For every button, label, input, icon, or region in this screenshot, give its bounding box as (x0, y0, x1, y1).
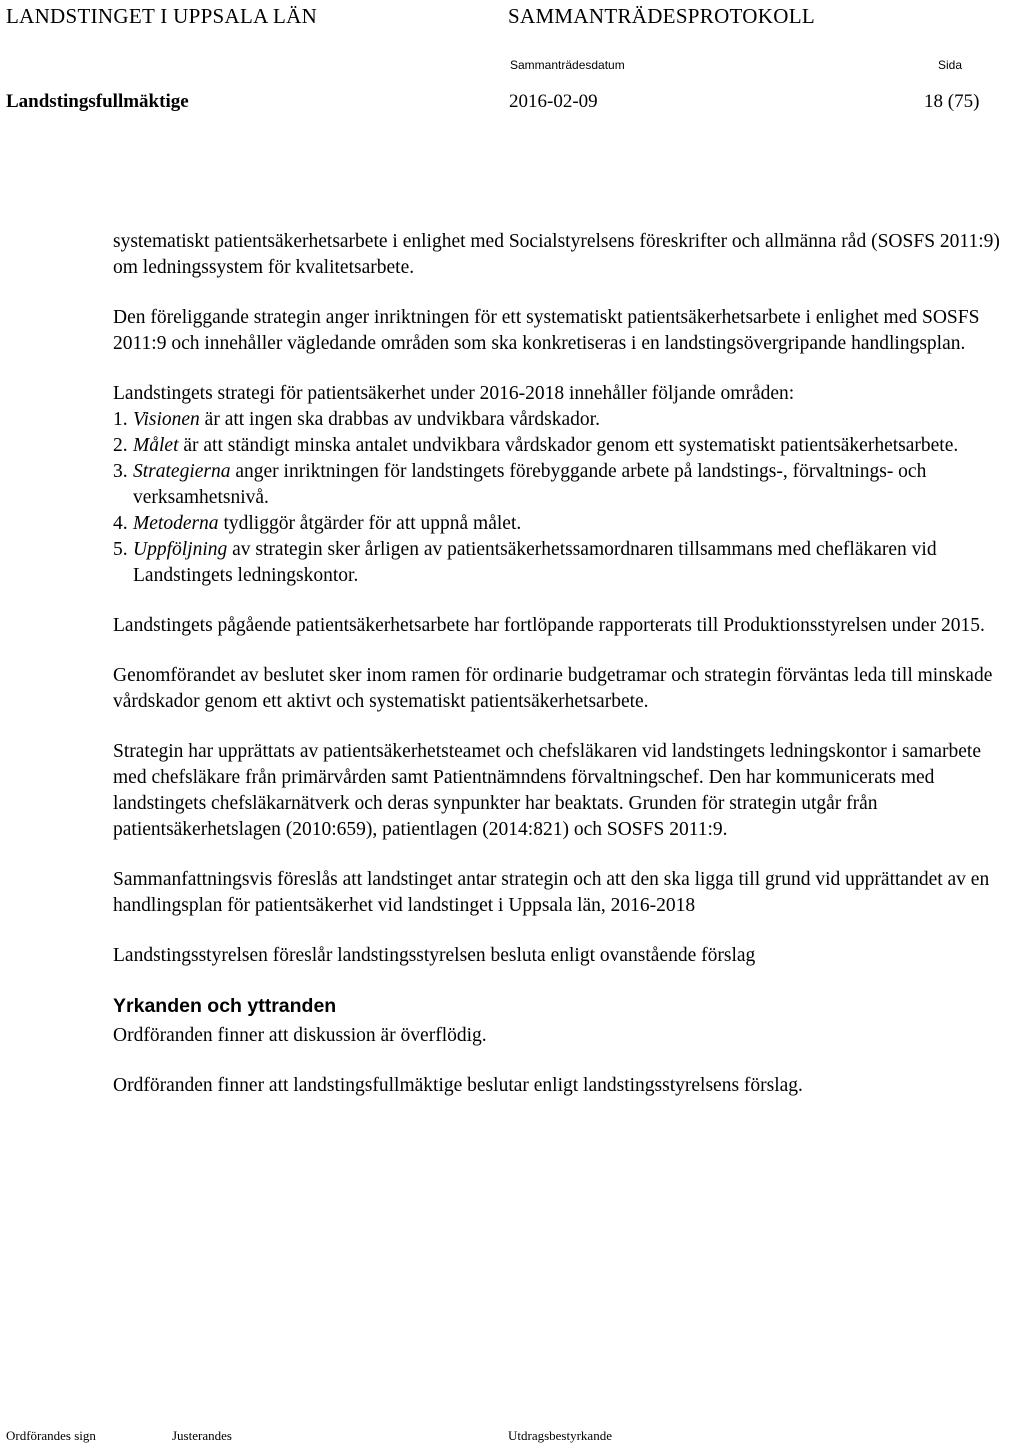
list-number: 1. (113, 409, 128, 430)
paragraph: Ordföranden finner att diskussion är överflödig. (113, 1025, 487, 1046)
area-term: Uppföljning (133, 539, 228, 560)
area-text: av strategin sker årligen av patientsäkerhetssamordnaren tillsammans med chefläkaren vid Landstingets ledningskontor. (133, 539, 937, 586)
list-item (113, 459, 1018, 511)
paragraph: Genomförandet av beslutet sker inom ramen för ordinarie budgetramar och strategin förväntas leda till minskade vårdskador genom ett aktivt och systematiskt patientsäkerhetsarbete. (113, 665, 993, 712)
page-label: Sida (938, 58, 963, 72)
area-text: anger inriktningen för landstingets förebyggande arbete på landstings-, förvaltnings- och verksamhetsnivå. (133, 461, 927, 508)
area-term: Målet (133, 435, 179, 456)
paragraph: Ordföranden finner att landstingsfullmäktige beslutar enligt landstingsstyrelsens förslag. (113, 1075, 803, 1096)
footer-adjusters: Justerandes (172, 1428, 232, 1443)
list-item (113, 537, 1018, 589)
section-heading: Yrkanden och yttranden (113, 995, 337, 1017)
area-text: är att ständigt minska antalet undvikbara vårdskador genom ett systematiskt patientsäkerhetsarbete. (178, 435, 959, 456)
list-number: 4. (113, 513, 128, 534)
area-term: Visionen (133, 409, 200, 430)
footer-chair-sign: Ordförandes sign (6, 1428, 96, 1443)
paragraph: Den föreliggande strategin anger inriktningen för ett systematiskt patientsäkerhetsarbete i enlighet med SOSFS 2011:9 och innehåller vägledande områden som ska konkretiseras i en landstingsövergripande handlingsplan. (113, 307, 980, 354)
date-label: Sammanträdesdatum (510, 58, 625, 72)
footer-certified: Utdragsbestyrkande (508, 1428, 612, 1443)
list-item (113, 433, 1018, 459)
protocol-body (113, 229, 1018, 1123)
paragraph: systematiskt patientsäkerhetsarbete i enlighet med Socialstyrelsens föreskrifter och allmänna råd (SOSFS 2011:9) om ledningssystem för kvalitetsarbete. (113, 231, 1000, 278)
list-intro: Landstingets strategi för patientsäkerhet under 2016-2018 innehåller följande områden: (113, 383, 795, 404)
area-text: tydliggör åtgärder för att uppnå målet. (218, 513, 522, 534)
area-term: Metoderna (133, 513, 219, 534)
list-number: 5. (113, 539, 128, 560)
area-term: Strategierna (133, 461, 231, 482)
area-text: är att ingen ska drabbas av undvikbara vårdskador. (199, 409, 600, 430)
page-number: 18 (75) (924, 91, 980, 112)
document-type: SAMMANTRÄDESPROTOKOLL (508, 4, 815, 28)
paragraph: Landstingets pågående patientsäkerhetsarbete har fortlöpande rapporterats till Produktionsstyrelsen under 2015. (113, 615, 985, 636)
body-name: Landstingsfullmäktige (6, 91, 189, 112)
list-item (113, 407, 1018, 433)
list-item (113, 511, 1018, 537)
strategy-areas-list (113, 407, 1018, 589)
paragraph: Landstingsstyrelsen föreslår landstingsstyrelsen besluta enligt ovanstående förslag (113, 945, 756, 966)
list-number: 3. (113, 461, 128, 482)
list-number: 2. (113, 435, 128, 456)
organization-name: LANDSTINGET I UPPSALA LÄN (6, 4, 318, 28)
paragraph: Sammanfattningsvis föreslås att landstinget antar strategin och att den ska ligga till grund vid upprättandet av en handlingsplan för patientsäkerhet vid landstinget i Uppsala län, 2016-2018 (113, 869, 990, 916)
paragraph: Strategin har upprättats av patientsäkerhetsteamet och chefsläkaren vid landstingets ledningskontor i samarbete med chefsläkare från primärvården samt Patientnämndens förvaltningschef. Den har kommunicerats med landstingets chefsläkarnätverk och deras synpunkter har beaktats. Grunden för strategin utgår från patientsäkerhetslagen (2010:659), patientlagen (2014:821) och SOSFS 2011:9. (113, 741, 982, 840)
meeting-date: 2016-02-09 (509, 91, 598, 112)
